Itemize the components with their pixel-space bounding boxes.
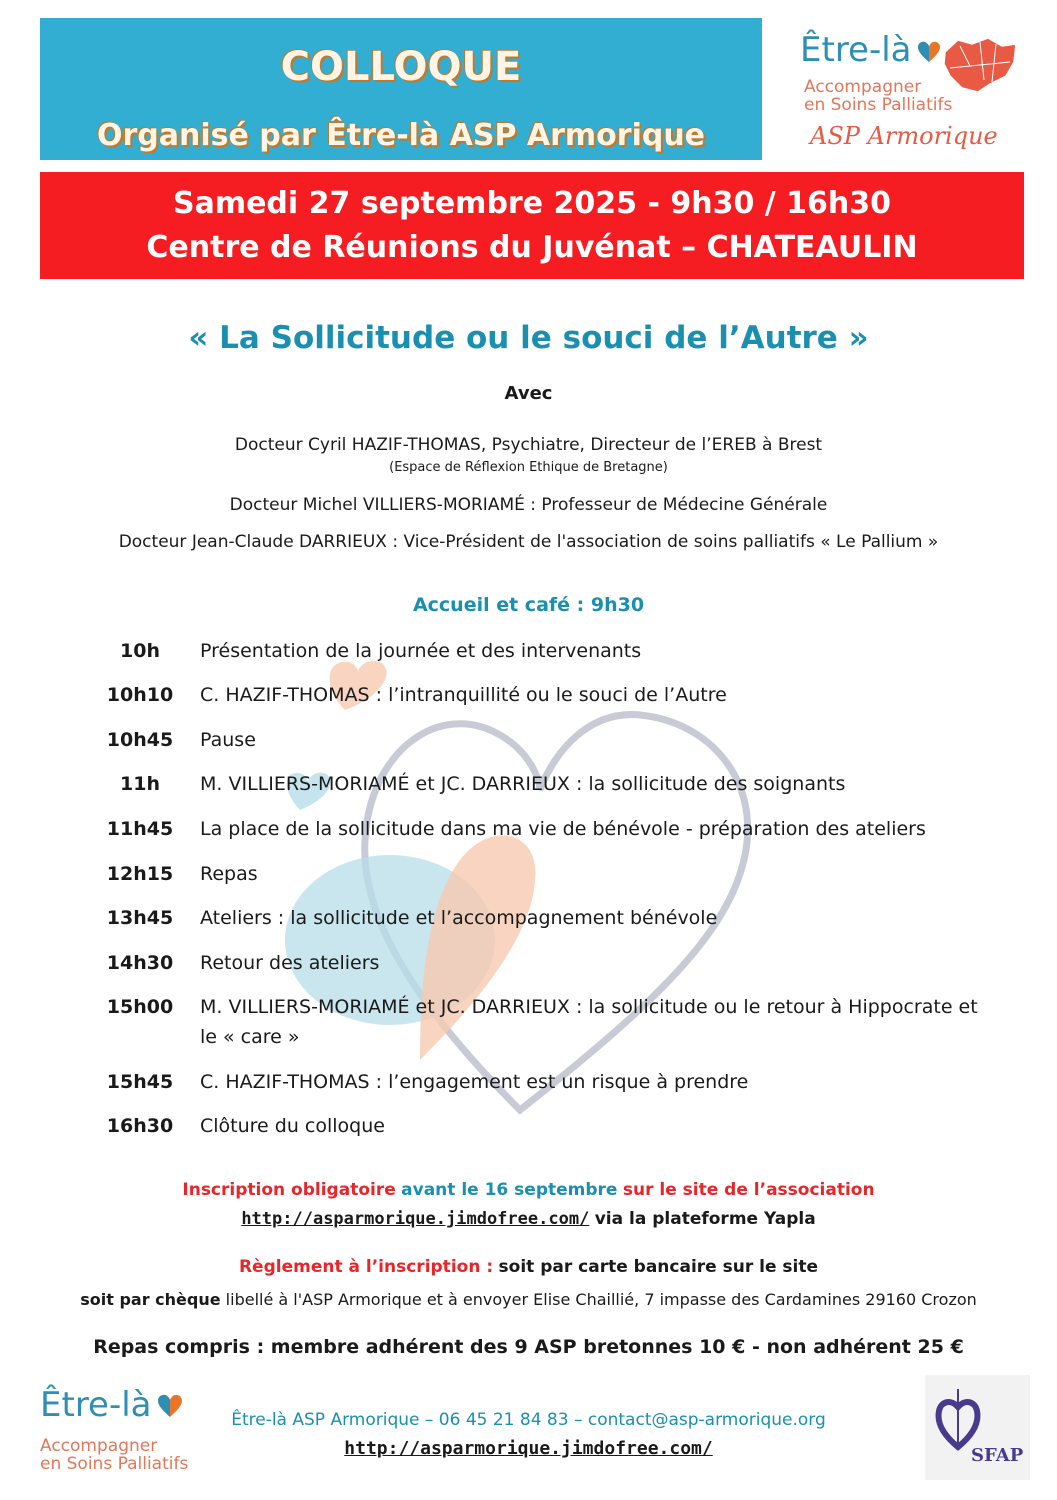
brittany-map-icon [940, 32, 1020, 104]
logo-line1: Accompagner [804, 77, 922, 97]
schedule-time: 10h [120, 640, 160, 662]
logo-line2: en Soins Palliatifs [804, 95, 953, 115]
schedule-desc: La place de la sollicitude dans ma vie de bénévole - préparation des ateliers [200, 818, 926, 840]
registration-where: sur le site de l’association [622, 1180, 875, 1200]
schedule-desc: C. HAZIF-THOMAS : l’intranquillité ou le souci de l’Autre [200, 684, 727, 706]
hearts-decoration [270, 640, 790, 1140]
logo-brand: Être-là [800, 30, 912, 70]
registration-url-line [0, 1209, 1057, 1229]
schedule-desc: Retour des ateliers [200, 952, 380, 974]
logo-line2-bottom: en Soins Palliatifs [40, 1454, 189, 1474]
meals-pricing: Repas compris : membre adhérent des 9 ASP bretonnes 10 € - non adhérent 25 € [93, 1336, 964, 1358]
schedule-time: 13h45 [106, 907, 174, 929]
schedule-time: 16h30 [106, 1115, 174, 1137]
colloque-title: COLLOQUE [280, 44, 522, 90]
schedule-time: 10h45 [106, 729, 174, 751]
payment-line-2 [0, 1290, 1057, 1309]
logo-brand-bottom: Être-là [40, 1385, 152, 1425]
schedule-time: 14h30 [106, 952, 174, 974]
heart-logo-icon [917, 41, 941, 63]
colloque-theme: « La Sollicitude ou le souci de l’Autre » [188, 320, 869, 356]
speaker-2: Docteur Michel VILLIERS-MORIAMÉ : Professeur de Médecine Générale [229, 495, 828, 515]
logo-asp-armorique: ASP Armorique [810, 122, 998, 150]
registration-deadline: avant le 16 septembre [401, 1180, 618, 1200]
with-label: Avec [504, 383, 553, 404]
schedule-time: 15h45 [106, 1071, 174, 1093]
registration-via: via la plateforme Yapla [594, 1209, 816, 1229]
schedule-desc: Clôture du colloque [200, 1115, 385, 1137]
schedule-time: 15h00 [106, 996, 174, 1018]
sfap-label: SFAP [971, 1445, 1024, 1466]
logo-line1-bottom: Accompagner [40, 1436, 158, 1456]
payment-line-1 [0, 1257, 1057, 1277]
schedule-desc: Présentation de la journée et des intervenants [200, 640, 642, 662]
schedule-time: 12h15 [106, 863, 174, 885]
payment-card: soit par carte bancaire sur le site [498, 1257, 819, 1277]
schedule-time: 11h [120, 773, 160, 795]
footer-contact: Être-là ASP Armorique – 06 45 21 84 83 – contact@asp-armorique.org [231, 1410, 826, 1430]
registration-required: Inscription obligatoire [182, 1180, 396, 1200]
event-date-time: Samedi 27 septembre 2025 - 9h30 / 16h30 [172, 186, 892, 221]
payment-label: Règlement à l’inscription : [238, 1257, 494, 1277]
schedule-time: 10h10 [106, 684, 174, 706]
registration-link[interactable]: http://asparmorique.jimdofree.com/ [241, 1209, 590, 1229]
payment-cheque-detail: libellé à l'ASP Armorique et à envoyer Elise Chaillié, 7 impasse des Cardamines 29160 Crozon [225, 1290, 977, 1309]
payment-cheque: soit par chèque [80, 1290, 221, 1309]
header-banner [40, 18, 762, 160]
sfap-logo [925, 1375, 1030, 1480]
schedule-desc: M. VILLIERS-MORIAMÉ et JC. DARRIEUX : la sollicitude des soignants [200, 773, 846, 795]
schedule-desc: Ateliers : la sollicitude et l’accompagnement bénévole [200, 907, 718, 929]
schedule-time: 11h45 [106, 818, 174, 840]
footer-url-line [0, 1438, 1057, 1459]
schedule-desc: C. HAZIF-THOMAS : l’engagement est un risque à prendre [200, 1071, 749, 1093]
schedule-desc: M. VILLIERS-MORIAMÉ et JC. DARRIEUX : la sollicitude ou le retour à Hippocrate et le « care » [200, 996, 978, 1048]
event-venue: Centre de Réunions du Juvénat – CHATEAULIN [146, 230, 918, 265]
speaker-1-note: (Espace de Réflexion Ethique de Bretagne) [389, 460, 668, 475]
registration-line [0, 1180, 1057, 1200]
schedule-desc: Repas [200, 863, 258, 885]
footer-link[interactable]: http://asparmorique.jimdofree.com/ [344, 1438, 713, 1459]
welcome-coffee: Accueil et café : 9h30 [412, 594, 645, 616]
event-banner [40, 172, 1024, 279]
etre-la-logo [800, 30, 1020, 160]
organizer-subtitle: Organisé par Être-là ASP Armorique [96, 118, 706, 153]
speaker-1: Docteur Cyril HAZIF-THOMAS, Psychiatre, Directeur de l’EREB à Brest [234, 435, 823, 455]
schedule-desc: Pause [200, 729, 256, 751]
speaker-3: Docteur Jean-Claude DARRIEUX : Vice-Président de l'association de soins palliatifs « Le Pallium » [118, 532, 939, 552]
etre-la-logo-bottom [40, 1385, 240, 1480]
